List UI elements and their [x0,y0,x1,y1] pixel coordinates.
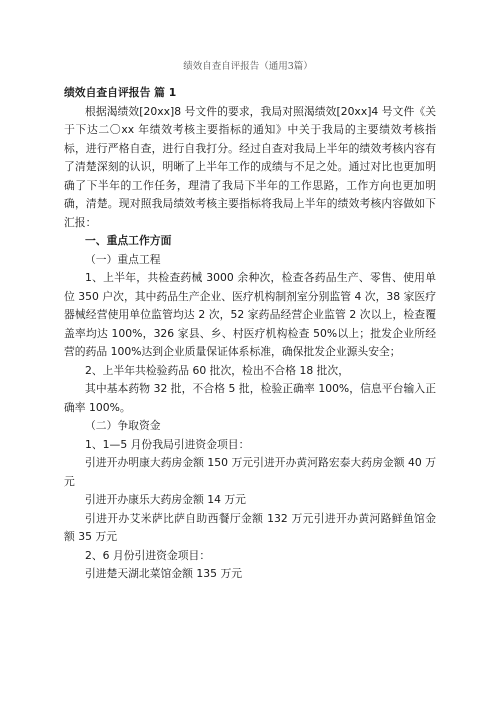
paragraph-testing-first-line: 2、上半年共检验药品 60 批次，检出不合格 18 批次， [85,363,350,377]
report-heading: 绩效自查自评报告 篇 1 [64,86,177,99]
list-item-fund-1: 引进开办明康大药房金额 150 万元引进开办黄河路宏泰大药房金额 40 万元 [64,456,436,488]
paragraph-inspections: 1、上半年，共检查药械 3000 余种次，检查各药品生产、零售、使用单位 350 户次，其中药品生产企业、医疗机构制剂室分别监管 4 次，38 家医疗器械经营使用单位监管均达 2 次，52 家药品经营企业监管 2 次以上，检查覆盖率均达 100%，326 家县、乡、村医疗机构检查 50%以上；批发企业所经营的药品 100%达到企业质量保证体系标准，确保批发企业源头安全； [64,271,436,358]
list-item-june-projects: 2、6 月份引进资金项目： [85,548,211,562]
document-body [64,84,436,584]
list-item-fund-2: 引进开办康乐大药房金额 14 万元 [85,493,246,506]
section-heading-key-work: 一、重点工作方面 [85,234,172,247]
list-item-jan-may-projects: 1、1—5 月份我局引进资金项目： [85,437,250,451]
paragraph-testing-continued: 其中基本药物 32 批，不合格 5 批，检验正确率 100%，信息平台输入正确率 100%。 [64,382,436,414]
document-title: 绩效自查自评报告（通用3篇） [183,61,313,72]
list-item-fund-3: 引进开办艾米萨比萨自助西餐厅金额 132 万元引进开办黄河路鲜鱼馆金额 35 万元 [64,511,436,543]
intro-paragraph: 根据渴绩效[20xx]8 号文件的要求，我局对照渴绩效[20xx]4 号文件《关于下达二〇xx 年绩效考核主要指标的通知》中关于我局的主要绩效考核指标，进行严格自查，进行自我打分。经过自查对我局上半年的绩效考核内容有了清楚深刻的认识，明晰了上半年工作的成绩与不足之处。通过对比也更加明确了下半年的工作任务，理清了我局下半年的工作思路，工作方向也更加明确，清楚。现对照我局绩效考核主要指标将我局上半年的绩效考核内容做如下汇报： [64,104,436,229]
subsection-heading-key-projects: （一）重点工程 [85,252,161,266]
list-item-fund-4: 引进楚天湖北菜馆金额 135 万元 [85,567,243,580]
subsection-heading-funding: （二）争取资金 [85,419,161,432]
